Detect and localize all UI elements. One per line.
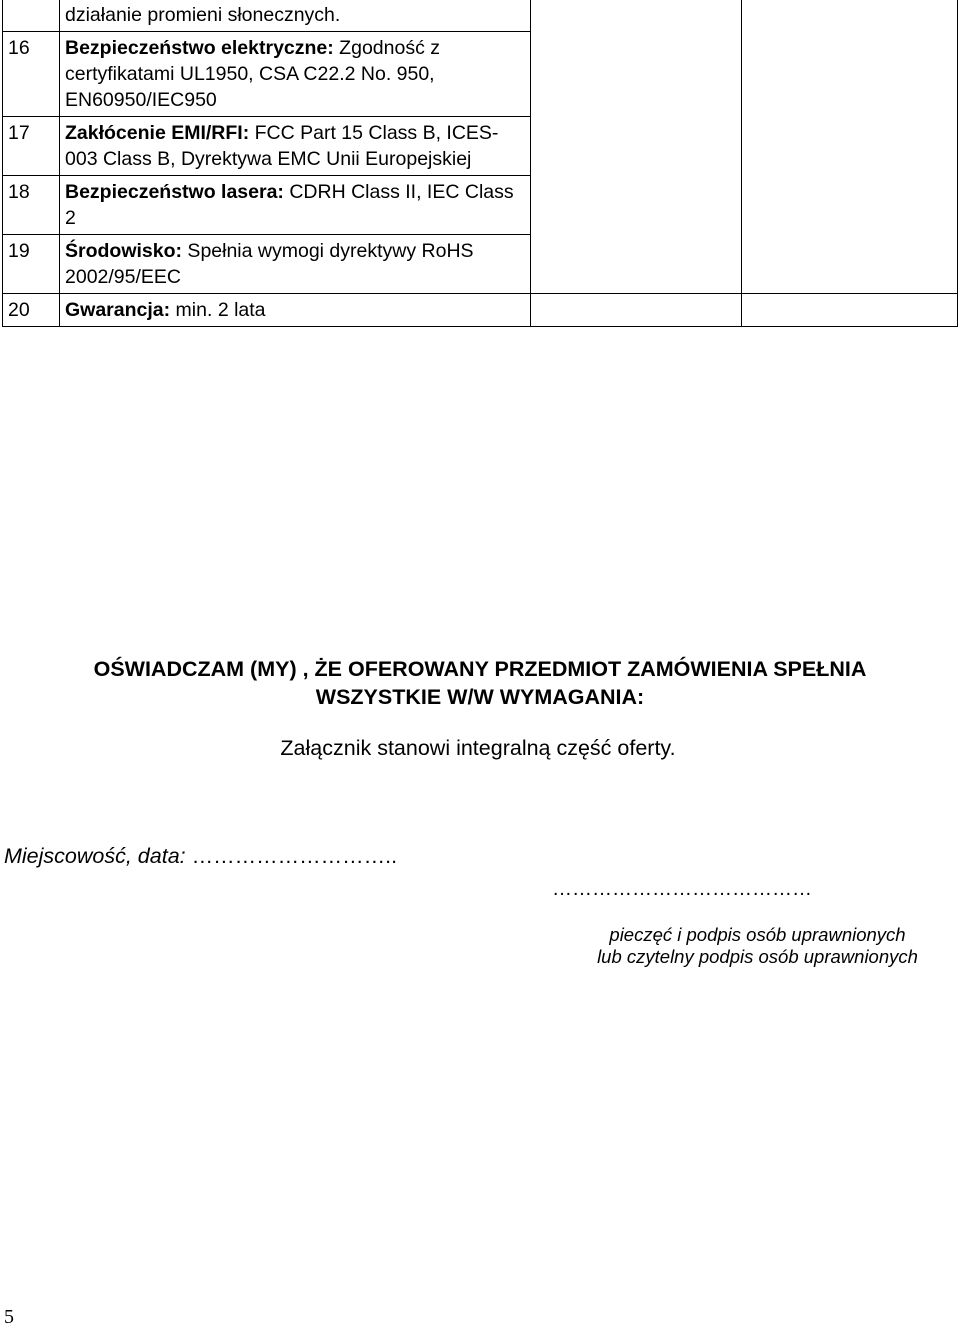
place-date-line (4, 844, 397, 869)
continuation-text: działanie promieni słonecznych. (65, 4, 341, 26)
table-row (3, 0, 958, 32)
row-number-cell: 20 (3, 294, 60, 327)
signature-caption (560, 924, 955, 968)
declaration-heading (0, 655, 960, 711)
row-text: Zgodność z certyfikatami UL1950, CSA C22.2 No. 950, EN60950/IEC950 (65, 37, 440, 111)
page-number: 5 (4, 1306, 14, 1328)
row-text: Spełnia wymogi dyrektywy RoHS 2002/95/EEC (65, 240, 474, 288)
empty-cell (742, 294, 958, 327)
row-description-cell (60, 117, 531, 176)
empty-cell (531, 294, 742, 327)
row-description-cell (60, 32, 531, 117)
row-description-cell (60, 0, 531, 32)
row-text: CDRH Class II, IEC Class 2 (65, 181, 514, 229)
attachment-note: Załącznik stanowi integralną część oferty. (280, 736, 676, 760)
row-number-cell: 18 (3, 176, 60, 235)
signature-blank: ………………………………… (552, 878, 812, 900)
row-number-cell: 17 (3, 117, 60, 176)
row-text: FCC Part 15 Class B, ICES-003 Class B, Dyrektywa EMC Unii Europejskiej (65, 122, 499, 170)
row-description-cell (60, 235, 531, 294)
row-number-cell (3, 0, 60, 32)
place-date-label: Miejscowość, data: (4, 844, 186, 868)
row-description-cell (60, 176, 531, 235)
row-label: Zakłócenie EMI/RFI: (65, 122, 250, 144)
signature-caption-line-2: lub czytelny podpis osób uprawnionych (597, 946, 918, 967)
signature-caption-line-1: pieczęć i podpis osób uprawnionych (609, 924, 906, 945)
empty-cell (531, 0, 742, 294)
place-date-blank: ……………………….. (191, 844, 398, 868)
empty-cell (742, 0, 958, 294)
table-row (3, 294, 958, 327)
row-label: Gwarancja: (65, 299, 171, 321)
row-label: Bezpieczeństwo lasera: (65, 181, 284, 203)
row-number-cell: 16 (3, 32, 60, 117)
row-text: min. 2 lata (170, 299, 266, 321)
declaration-line-1: OŚWIADCZAM (MY) , ŻE OFEROWANY PRZEDMIOT ZAMÓWIENIA SPEŁNIA (93, 657, 867, 681)
row-number-cell: 19 (3, 235, 60, 294)
row-label: Bezpieczeństwo elektryczne: (65, 37, 334, 59)
row-label: Środowisko: (65, 240, 183, 262)
row-description-cell (60, 294, 531, 327)
declaration-line-2: WSZYSTKIE W/W WYMAGANIA: (315, 685, 645, 709)
requirements-table (2, 0, 958, 327)
